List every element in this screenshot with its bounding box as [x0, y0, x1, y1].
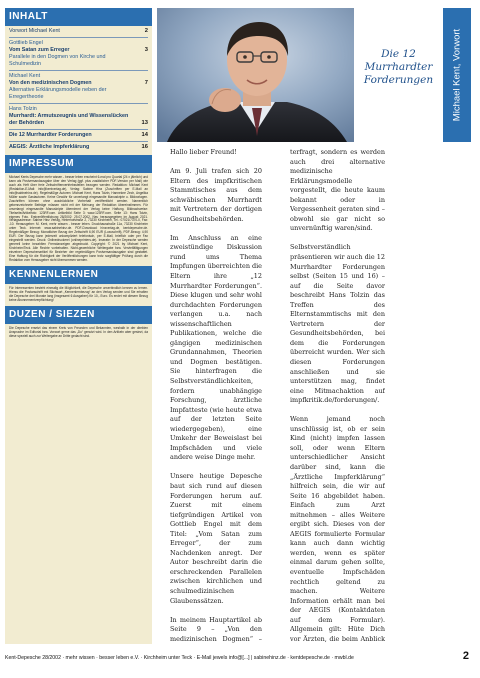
toc-entry[interactable]	[9, 40, 148, 68]
inhalt-heading: INHALT	[5, 8, 152, 26]
divider	[9, 141, 148, 142]
toc-title: Von den medizinischen Dogmen	[9, 80, 92, 86]
article-column-1	[170, 148, 262, 644]
author-photo	[157, 8, 354, 142]
greeting: Hallo lieber Freund!	[170, 148, 237, 156]
divider	[9, 37, 148, 38]
toc-title: AEGIS: Ärztliche Impferklärung	[9, 144, 90, 150]
page-number: 2	[462, 650, 469, 662]
toc-title: Die 12 Murrhardter Forderungen	[9, 132, 92, 138]
toc-page: 14	[141, 132, 148, 138]
page-title-line: Forderungen	[363, 74, 434, 86]
toc-author: Gottlieb Engel	[9, 40, 43, 46]
toc-entry[interactable]	[9, 132, 148, 139]
toc-page: 2	[144, 28, 148, 34]
toc-entry[interactable]	[9, 106, 148, 127]
toc-author: Hans Tolzin	[9, 106, 37, 112]
divider	[9, 129, 148, 130]
toc-page: 3	[144, 47, 148, 53]
impressum-heading: IMPRESSUM	[5, 155, 152, 173]
duzen-siezen-text: Die Depesche ersetzt das einem Kreis von Freunden und Bekannten, weshalb in der direkten Ansprache im Editorial bzw. Vorwort gerne das „Du“ genutzt wird. In den Artikeln aber gesiezt, da diese speziell auch zur Weitergabe an Dritte gedacht sind.	[9, 325, 148, 338]
page-title	[354, 48, 443, 87]
table-of-contents	[5, 26, 152, 151]
impressum-text: Michael Kents Depesche mehr wissen - besser leben erscheint 6-mal pro Quartal (24 x jährlich) und kann als Postversandausgabe über den Verlag (ggf. plus zusätzlicher PDF-Version per Mail) wie auch als Heft über freie Zeitschriftenvertriebsstellen bezogen werden. Redaktion: Michael Kent (Redaktion-E-Mail: info@kentverlag.de), Verlag: Sabine Hinz (Zuschriften per E-Mail an info@sabinehinz.de). Regelmäßige Autoren: Michael Kent, Hans Tolzin, Hannelore Zech, Angelika Müller sowie Gastautoren. Keine Gewähr für unverlangt eingesandte Manuskripte u. Bildvorlagen. Zuschriften können ohne ausdrückliche Vorbehalt veröffentlicht werden. Namentlich gekennzeichnete Beiträge müssen nicht mit der Meinung der Redaktion übereinstimmen. Für unverlangt eingesandte Manuskripte übernimmt der Verlag keine Haftung. Bildnachweise: Titelseite/Artikelfoto: 123RF.com. Artikelbild Seite 3: www.123RF.com. Seite 13: Hans Tolzin, eigenes Foto. Erstveröffentlichung 28/2002: 25.07.2002. Neu herausgegeben im August 2021. Verlagsadresse: Sabine Hinz Verlag, Hinterhofstraße 2, 73230 Kirchheim, Tel.: 07021/7370-0, Fax: -10. Herausgeber: M. Kent, mehr wissen - besser leben. Druckhausstraße 11a, 73230 Kirchheim unter Teck. Internet: www.sabinehinz.de. PDF-Download: hinzverlag.de, kentdepesche.de. Regelmäßiger Bezug: Monatlicher Bezug der Zeitschrift 6,90 EUR (Luxuschrift), PDF-Bezug: 4,90 EUR. Der Bezug kann jederzeit unkompliziert telefonisch, per E-Mail, brieflich oder per Fax eingestellt werden. Druck: Onlinedruckerei (onlineprinters.de). Inserate: In der Depesche werden generell keine bezahlten Fremdanzeigen abgedruckt. Copyright: © 2021 by Michael Kent, Kirchheim/Teck. Alle Rechte vorbehalten. Nicht-gewerbliche Weitergabe bzw. Vervielfältigungen einzelner Depeschenartikel für Bezieher der regelmäßigen Postversandausgabe sind gestattet. Eine Haftung für die Richtigkeit der Veröffentlichungen kann trotz sorgfältiger Prüfung durch die Redaktion vom Herausgeber nicht übernommen werden.	[9, 175, 148, 263]
toc-title: Vorwort Michael Kent	[9, 28, 60, 34]
toc-title: Murrhardt: Armutszeugnis und Wissenslücken der Behörden	[9, 113, 129, 126]
author-portrait-image	[157, 8, 354, 142]
page-title-line: Die 12	[381, 48, 416, 60]
toc-title: Vom Satan zum Erreger	[9, 47, 70, 53]
toc-entry[interactable]	[9, 144, 148, 151]
divider	[9, 70, 148, 71]
toc-subtitle: Alternative Erklärungsmodelle neben der Erregertheorie	[9, 87, 107, 100]
toc-entry[interactable]	[9, 28, 148, 35]
paragraph: Wenn jemand noch unschlüssig ist, ob er sein Kind (nicht) impfen lassen soll, oder wenn Eltern unterschiedlicher Ansicht darüber sind, kann die „Ärztliche Impferklärung“ hilfreich sein, die wir auf Seite 16 abgebildet haben. Einfach zum Arzt mitnehmen – alles Weitere ergibt sich. Dieses von der AEGIS formulierte Formular kann auch dann wichtig werden, wenn es später einmal darum gehen sollte, eventuelle Impfschäden rechtlich geltend zu machen. Weitere Information erhält man bei der AEGIS (Kontaktdaten auf dem Formular). Allgemein gilt: Hüte Dich vor Ärzten, die beim Anblick	[290, 415, 385, 643]
toc-page: 7	[144, 80, 148, 86]
paragraph: In meinem Hauptartikel ab Seite 9 – „Von den medizinischen Dogmen“ –	[170, 615, 262, 643]
toc-page: 16	[141, 144, 148, 150]
duzen-siezen-heading: DUZEN / SIEZEN	[5, 306, 152, 324]
paragraph: terfragt, sondern es werden auch drei alternative medizinische Erklärungsmodelle vorgestellt, die heute kaum bekannt oder in Vergessenheit geraten sind – obwohl sie gar nicht so unvernünftig waren/sind.	[290, 148, 385, 233]
toc-author: Michael Kent	[9, 73, 41, 79]
vertical-title-text: Michael Kent, Vorwort	[451, 28, 463, 122]
article-column-2	[290, 148, 385, 644]
header-title-box	[354, 8, 443, 142]
footer-text: Kent-Depesche 28/2002 · mehr wissen · besser leben e.V. · Kirchheim unter Teck · E-Mail jewels info@[...] | sabinehinz.de · kentdepesche.de · mwbl.de	[5, 655, 354, 661]
paragraph: Im Anschluss an eine zweistündige Diskussion rund ums Thema Impfungen überreichten die Eltern ihre „12 Murrhardter Forderungen“. Diese klugen und sehr wohl durchdachten Forderungen verlangen u.a. nach wissenschaftlichen Publikationen, welche die gängigen medizinischen Grundannahmen, Theorien und Dogmen bestätigen. Sie hinterfragen die Selbstverständlichkeiten, fordern unabhängige Forschung, ärztliche Impfatteste (wie heute etwa auf der letzten Seite wiedergegeben), eine Umkehr der Beweislast bei Impfschäden und viele andere weise Dinge mehr.	[170, 233, 262, 462]
page-footer	[5, 650, 471, 664]
page-title-line: Murrhardter	[364, 61, 433, 73]
paragraph: Selbstverständlich präsentieren wir auch die 12 Murrhardter Forderungen selbst (Seiten 15 und 16) – auf die Seite davor beschreibt Hans Tolzin das Treffen des Elternstammtischs mit den Vertretern der Gesundheitsbehörden, bei dem die Forderungen überreicht wurden. Wer sich diesen Forderungen anschließen und sie unterstützen mag, findet eine Mitmachaktion auf impfkritik.de/forderungen/.	[290, 243, 385, 405]
kennenlernen-heading: KENNENLERNEN	[5, 266, 152, 284]
divider	[9, 103, 148, 104]
paragraph: Am 9. Juli trafen sich 20 Eltern des impfkritischen Stammtisches aus dem schwäbischen Murrhardt mit Vertretern der dortigen Gesundheitsbehörden.	[170, 167, 262, 223]
sidebar	[5, 8, 152, 644]
kennenlernen-text: Für Interessenten besteht einmalig die Möglichkeit, die Depesche unverbindlich kennen zu lernen. Hierzu die Postanschrift mit Stichwort „Kennenlernbezug“ an den Verlag senden und Sie erhalten die Depesche drei Monate lang (insgesamt 6 Ausgaben) für 10,- Euro. Es endet mit diesem Bezug keine Abonnementverpflichtung!	[9, 285, 148, 302]
paragraph: Unsere heutige Depesche baut sich rund auf diesen Forderungen herum auf. Zuerst mit einem tiefgründigen Artikel von Gottlieb Engel mit dem Titel: „Vom Satan zum Erreger“, der zum Nachdenken anregt. Der Autor beschreibt darin die erschreckenden Parallelen zwischen kirchlichen und schulmedizinischen Glaubenssätzen.	[170, 472, 262, 605]
toc-entry[interactable]	[9, 73, 148, 101]
toc-page: 13	[141, 120, 148, 126]
toc-subtitle: Parallele in den Dogmen von Kirche und Schulmedizin	[9, 54, 106, 67]
